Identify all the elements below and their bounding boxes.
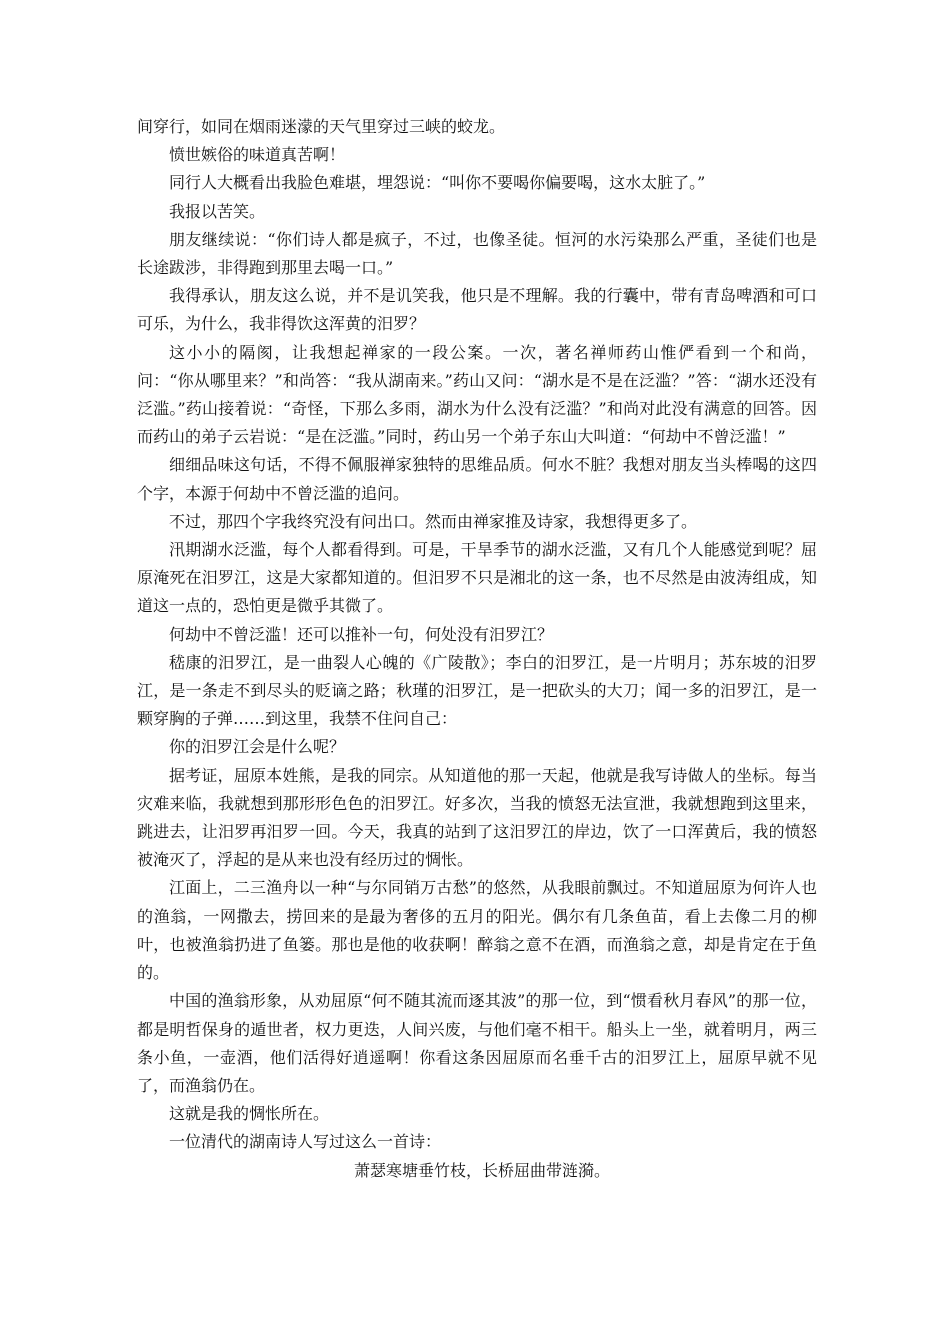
paragraph: 朋友继续说：“你们诗人都是疯子，不过，也像圣徒。恒河的水污染那么严重，圣徒们也是长途跋涉，非得跑到那里去喝一口。” xyxy=(137,229,817,278)
article-body xyxy=(137,113,817,1185)
paragraph: 我报以苦笑。 xyxy=(169,201,266,221)
paragraph: 中国的渔翁形象，从劝屈原“何不随其流而逐其波”的那一位，到“惯看秋月春风”的那一位，都是明哲保身的遁世者，权力更迭，人间兴废，与他们毫不相干。船头上一坐，就着明月，两三条小鱼，一壶酒，他们活得好逍遥啊！你看这条因屈原而名垂千古的汨罗江上，屈原早就不见了，而渔翁仍在。 xyxy=(137,991,817,1095)
paragraph: 我得承认，朋友这么说，并不是讥笑我，他只是不理解。我的行囊中，带有青岛啤酒和可口可乐，为什么，我非得饮这浑黄的汨罗？ xyxy=(137,286,817,334)
paragraph: 江面上，二三渔舟以一种“与尔同销万古愁”的悠然，从我眼前飘过。不知道屈原为何许人也的渔翁，一网撒去，捞回来的是最为奢侈的五月的阳光。偶尔有几条鱼苗，看上去像二月的柳叶，也被渔翁扔进了鱼篓。那也是他的收获啊！醉翁之意不在酒，而渔翁之意，却是肯定在于鱼的。 xyxy=(137,878,817,983)
paragraph: 一位清代的湖南诗人写过这么一首诗： xyxy=(169,1132,442,1152)
paragraph: 同行人大概看出我脸色难堪，埋怨说：“叫你不要喝你偏要喝，这水太脏了。” xyxy=(169,173,706,193)
paragraph: 你的汨罗江会是什么呢？ xyxy=(169,737,346,757)
paragraph: 不过，那四个字我终究没有问出口。然而由禅家推及诗家，我想得更多了。 xyxy=(169,511,698,531)
paragraph: 何劫中不曾泛滥！还可以推补一句，何处没有汨罗江？ xyxy=(169,624,554,644)
paragraph: 这小小的隔阂，让我想起禅家的一段公案。一次，著名禅师药山惟俨看到一个和尚，问：“你从哪里来？”和尚答：“我从湖南来。”药山又问：“湖水是不是在泛滥？”答：“湖水还没有泛滥。”药山接着说：“奇怪，下那么多雨，湖水为什么没有泛滥？”和尚对此没有满意的回答。因而药山的弟子云岩说：“是在泛滥。”同时，药山另一个弟子东山大叫道：“何劫中不曾泛滥！” xyxy=(137,342,817,447)
poem-line: 萧瑟寒塘垂竹枝，长桥屈曲带涟漪。 xyxy=(354,1160,611,1180)
paragraph: 愤世嫉俗的味道真苦啊！ xyxy=(169,145,346,165)
paragraph: 据考证，屈原本姓熊，是我的同宗。从知道他的那一天起，他就是我写诗做人的坐标。每当灾难来临，我就想到那形形色色的汨罗江。好多次，当我的愤怒无法宣泄，我就想跑到这里来，跳进去，让汨罗再汨罗一回。今天，我真的站到了这汨罗江的岸边，饮了一口浑黄后，我的愤怒被淹灭了，浮起的是从来也没有经历过的惆怅。 xyxy=(137,765,817,870)
paragraph: 间穿行，如同在烟雨迷濛的天气里穿过三峡的蛟龙。 xyxy=(137,117,506,136)
paragraph: 嵇康的汨罗江，是一曲裂人心魄的《广陵散》；李白的汨罗江，是一片明月；苏东坡的汨罗江，是一条走不到尽头的贬谪之路；秋瑾的汨罗江，是一把砍头的大刀；闻一多的汨罗江，是一颗穿胸的子弹……到这里，我禁不住问自己： xyxy=(137,652,817,729)
paragraph: 细细品味这句话，不得不佩服禅家独特的思维品质。何水不脏？我想对朋友当头棒喝的这四个字，本源于何劫中不曾泛滥的追问。 xyxy=(137,455,817,503)
paragraph: 这就是我的惆怅所在。 xyxy=(169,1104,330,1124)
paragraph: 汛期湖水泛滥，每个人都看得到。可是，干旱季节的湖水泛滥，又有几个人能感觉到呢？屈原淹死在汨罗江，这是大家都知道的。但汨罗不只是湘北的这一条，也不尽然是由波涛组成，知道这一点的，恐怕更是微乎其微了。 xyxy=(137,540,817,616)
